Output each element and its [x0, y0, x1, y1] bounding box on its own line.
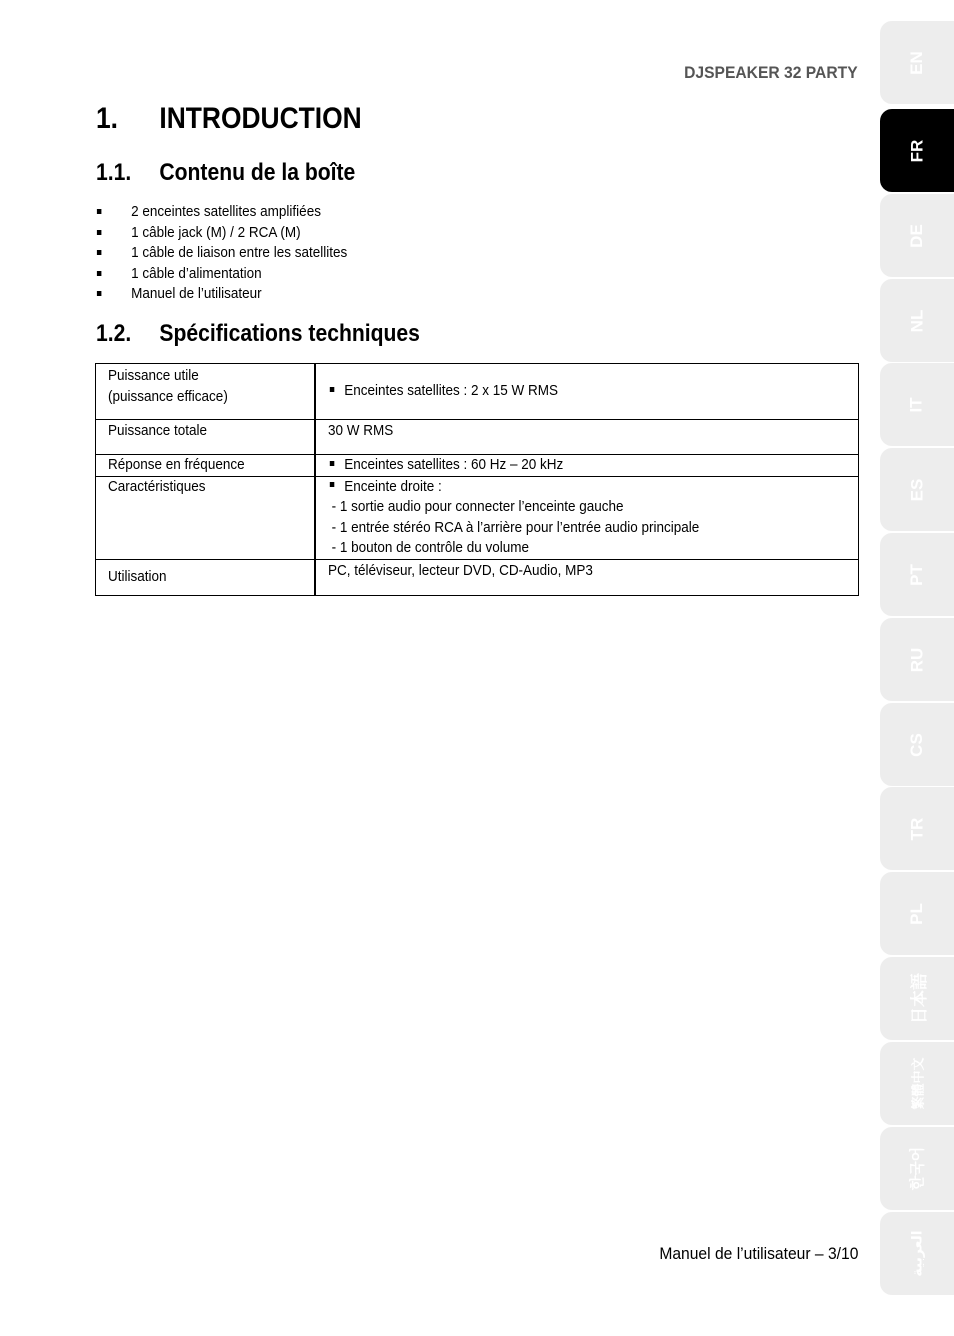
- table-row: [96, 364, 859, 420]
- tab-label: EN: [907, 50, 926, 75]
- tab-zh[interactable]: [880, 1042, 954, 1125]
- subsection-number: 1.2.: [96, 320, 132, 347]
- tab-pl[interactable]: [880, 872, 954, 955]
- subsection-title-specifications: [96, 319, 420, 349]
- cell-text-row: [328, 381, 805, 402]
- tab-label: TR: [906, 817, 926, 840]
- table-row: [96, 455, 859, 477]
- table-cell-label: [96, 476, 316, 559]
- cell-text: Puissance utile: [108, 367, 199, 384]
- sub-item: - 1 sortie audio pour connecter l’enceinte gauche: [331, 498, 624, 515]
- section-title: INTRODUCTION: [159, 102, 362, 135]
- list-item-text: Manuel de l’utilisateur: [131, 285, 262, 303]
- list-item-text: 2 enceintes satellites amplifiées: [131, 203, 321, 220]
- cell-text-row: [328, 455, 805, 476]
- square-bullet-icon: [97, 271, 102, 276]
- tab-pt[interactable]: [880, 533, 954, 616]
- sub-item: - 1 entrée stéréo RCA à l’arrière pour l’entrée audio principale: [331, 518, 700, 536]
- tab-label: CS: [907, 732, 926, 757]
- square-bullet-icon: [330, 482, 335, 487]
- tab-label: NL: [906, 309, 926, 332]
- cell-text: Utilisation: [108, 568, 167, 585]
- tab-ar[interactable]: [880, 1212, 954, 1295]
- cell-text: 30 W RMS: [328, 422, 394, 439]
- list-item-text: 1 câble jack (M) / 2 RCA (M): [131, 223, 301, 241]
- tab-label: ES: [907, 478, 926, 501]
- tab-nl[interactable]: [880, 279, 954, 362]
- cell-text: Réponse en fréquence: [108, 456, 245, 473]
- table-cell-label: [96, 559, 316, 595]
- table-cell-value: [315, 364, 859, 420]
- subsection-title: Contenu de la boîte: [159, 159, 356, 186]
- list-item: [96, 284, 347, 305]
- square-bullet-icon: [330, 387, 335, 392]
- tab-ja[interactable]: [880, 957, 954, 1040]
- tab-label: DE: [907, 223, 926, 248]
- square-bullet-icon: [97, 230, 102, 235]
- cell-text: Caractéristiques: [108, 477, 206, 495]
- specifications-table: [95, 363, 859, 596]
- table-row: [96, 420, 859, 455]
- table-row: [96, 559, 859, 595]
- tab-label: FR: [906, 139, 926, 162]
- tab-tr[interactable]: [880, 787, 954, 870]
- table-cell-label: [96, 455, 316, 477]
- cell-text-row: [328, 477, 805, 498]
- tab-label: 繁體中文: [910, 1057, 926, 1110]
- list-item: [96, 243, 347, 264]
- square-bullet-icon: [97, 209, 102, 214]
- cell-text: Enceinte droite :: [344, 477, 442, 495]
- table-cell-label: [96, 364, 316, 420]
- tab-cs[interactable]: [880, 703, 954, 786]
- section-number: 1.: [96, 102, 119, 135]
- tab-label: العربية: [908, 1230, 925, 1277]
- cell-text: Puissance totale: [108, 422, 208, 439]
- cell-text: (puissance efficace): [108, 387, 228, 405]
- subsection-title-box-contents: [96, 158, 355, 188]
- tab-label: PT: [906, 563, 926, 586]
- tab-it[interactable]: [880, 363, 954, 446]
- tab-fr[interactable]: [880, 109, 954, 192]
- subsection-title: Spécifications techniques: [159, 320, 420, 347]
- tab-label: RU: [907, 647, 926, 672]
- cell-text: Enceintes satellites : 60 Hz – 20 kHz: [344, 456, 564, 473]
- square-bullet-icon: [97, 250, 102, 255]
- tab-en[interactable]: [880, 21, 954, 104]
- list-item-text: 1 câble de liaison entre les satellites: [131, 244, 348, 262]
- tab-label: 한국어: [909, 1146, 927, 1191]
- subsection-number: 1.1.: [96, 159, 132, 186]
- cell-text: PC, téléviseur, lecteur DVD, CD-Audio, MP3: [328, 561, 593, 579]
- table-cell-value: [315, 420, 859, 455]
- page-footer: Manuel de l’utilisateur – 3/10: [658, 1244, 858, 1263]
- tab-de[interactable]: [880, 194, 954, 277]
- cell-text: Enceintes satellites : 2 x 15 W RMS: [344, 382, 559, 400]
- list-item-text: 1 câble d’alimentation: [131, 264, 262, 282]
- list-item: [96, 202, 347, 223]
- table-cell-value: [315, 455, 859, 477]
- square-bullet-icon: [330, 461, 335, 466]
- list-item: [96, 223, 347, 244]
- product-name: DJSPEAKER 32 PARTY: [684, 63, 858, 82]
- tab-label: PL: [906, 902, 926, 925]
- square-bullet-icon: [97, 291, 102, 296]
- tab-label: 日本語: [909, 973, 929, 1024]
- table-cell-value: [315, 476, 859, 559]
- sub-item: - 1 bouton de contrôle du volume: [331, 539, 529, 556]
- table-cell-value: [315, 559, 859, 595]
- tab-ko[interactable]: [880, 1127, 954, 1210]
- section-title-introduction: [96, 100, 362, 138]
- table-cell-label: [96, 420, 316, 455]
- tab-ru[interactable]: [880, 618, 954, 701]
- list-item: [96, 264, 347, 285]
- box-contents-list: [96, 202, 375, 305]
- table-row: [96, 476, 859, 559]
- tab-label: IT: [906, 396, 926, 413]
- tab-es[interactable]: [880, 448, 954, 531]
